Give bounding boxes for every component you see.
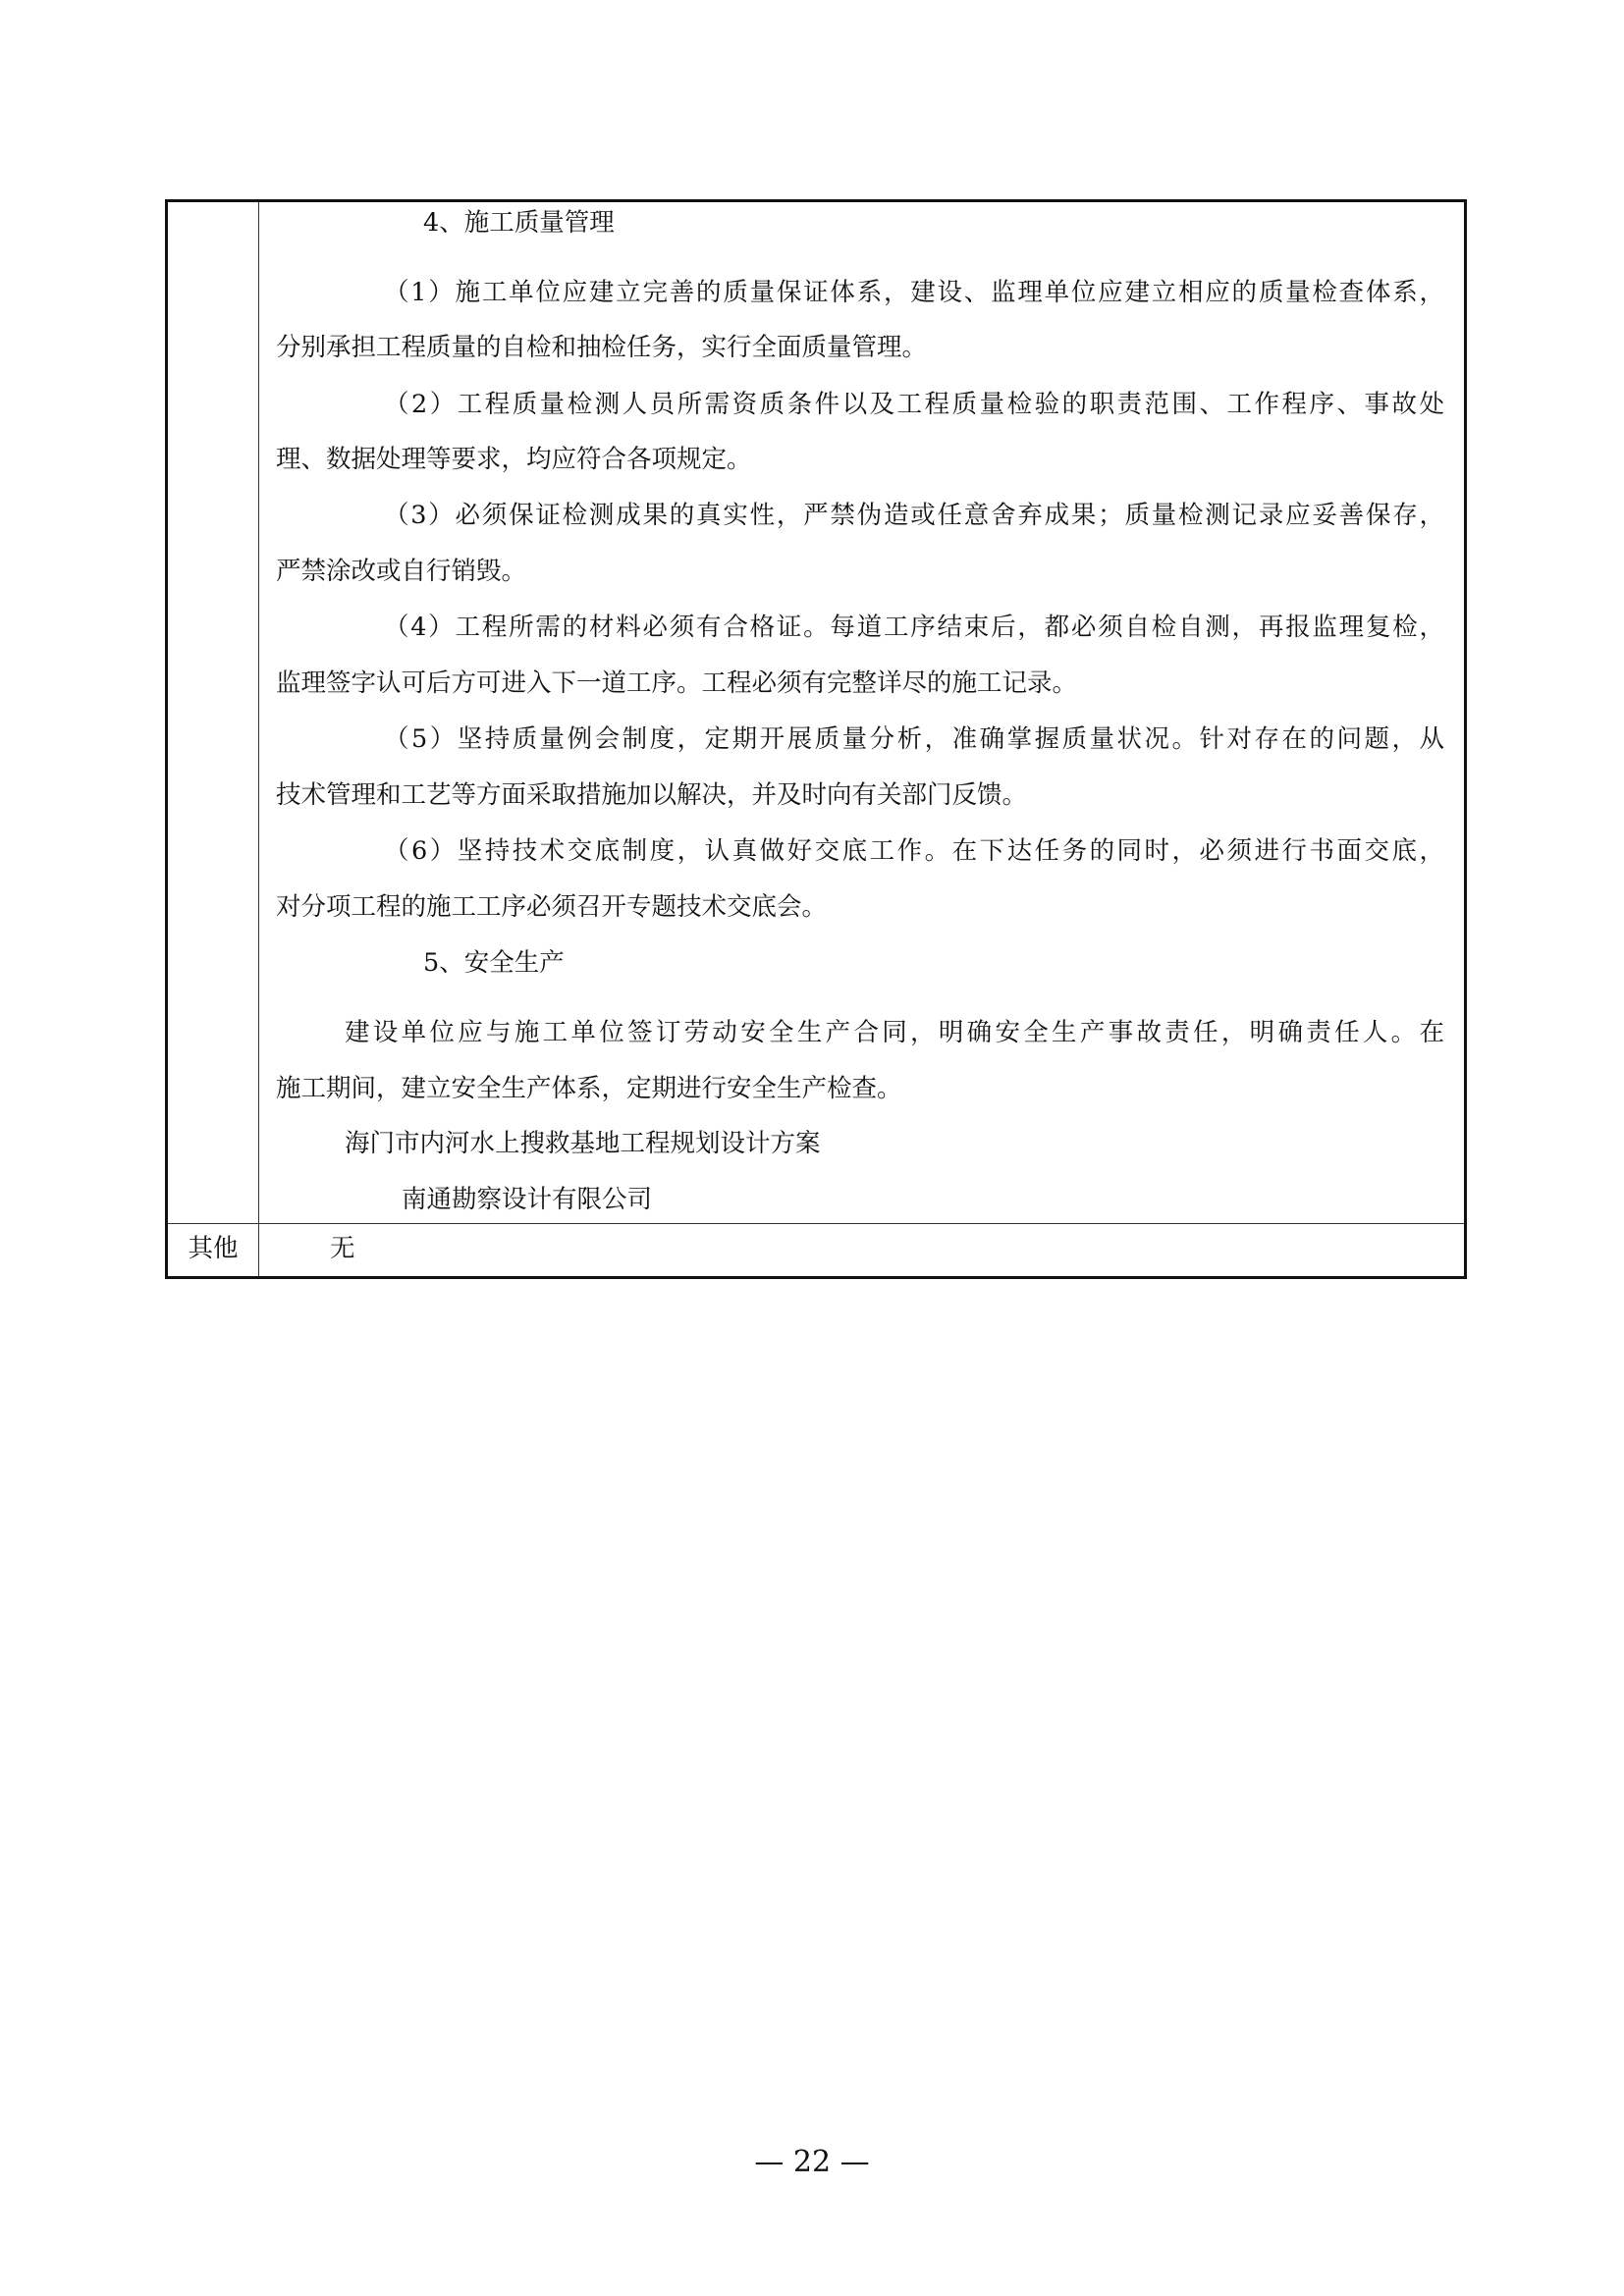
item-2-line-2: 理、数据处理等要求，均应符合各项规定。 bbox=[276, 445, 752, 474]
section-5-line-1: 建设单位应与施工单位签订劳动安全生产合同，明确安全生产事故责任，明确责任人。在 bbox=[345, 1018, 1444, 1047]
item-5-line-2: 技术管理和工艺等方面采取措施加以解决，并及时向有关部门反馈。 bbox=[276, 780, 1028, 810]
project-name: 海门市内河水上搜救基地工程规划设计方案 bbox=[345, 1129, 821, 1158]
other-value: 无 bbox=[330, 1234, 355, 1263]
item-5-line-1: （5）坚持质量例会制度，定期开展质量分析，准确掌握质量状况。针对存在的问题，从 bbox=[384, 724, 1444, 754]
document-table bbox=[165, 199, 1467, 1279]
item-6-line-2: 对分项工程的施工工序必须召开专题技术交底会。 bbox=[276, 892, 828, 922]
row-divider bbox=[168, 1223, 1464, 1224]
column-divider bbox=[258, 202, 259, 1276]
other-label: 其他 bbox=[188, 1234, 239, 1263]
section-4-heading: 4、施工质量管理 bbox=[423, 208, 615, 238]
item-3-line-2: 严禁涂改或自行销毁。 bbox=[276, 557, 527, 586]
item-1-line-2: 分别承担工程质量的自检和抽检任务，实行全面质量管理。 bbox=[276, 333, 928, 362]
item-1-line-1: （1）施工单位应建立完善的质量保证体系，建设、监理单位应建立相应的质量检查体系， bbox=[384, 278, 1444, 307]
item-6-line-1: （6）坚持技术交底制度，认真做好交底工作。在下达任务的同时，必须进行书面交底， bbox=[384, 836, 1444, 866]
item-4-line-2: 监理签字认可后方可进入下一道工序。工程必须有完整详尽的施工记录。 bbox=[276, 668, 1078, 698]
item-3-line-1: （3）必须保证检测成果的真实性，严禁伪造或任意舍弃成果；质量检测记录应妥善保存， bbox=[384, 501, 1444, 530]
page-number: — 22 — bbox=[754, 2145, 870, 2179]
section-5-line-2: 施工期间，建立安全生产体系，定期进行安全生产检查。 bbox=[276, 1074, 902, 1103]
section-5-heading: 5、安全生产 bbox=[423, 948, 565, 978]
item-4-line-1: （4）工程所需的材料必须有合格证。每道工序结束后，都必须自检自测，再报监理复检， bbox=[384, 613, 1444, 642]
item-2-line-1: （2）工程质量检测人员所需资质条件以及工程质量检验的职责范围、工作程序、事故处 bbox=[384, 390, 1444, 419]
company-name: 南通勘察设计有限公司 bbox=[402, 1185, 653, 1214]
